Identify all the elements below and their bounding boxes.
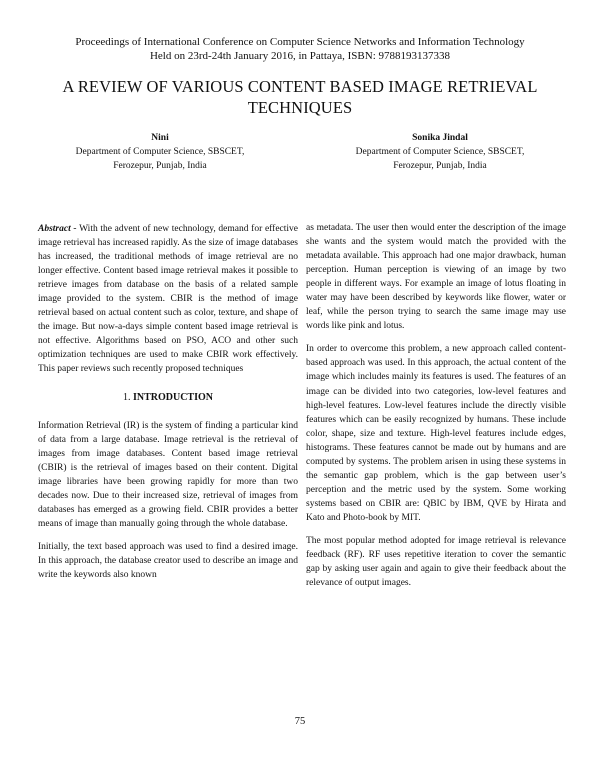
- title-line-1: A REVIEW OF VARIOUS CONTENT BASED IMAGE RETRIEVAL: [62, 77, 538, 96]
- right-column: [306, 221, 566, 599]
- header-line-1: Proceedings of International Conference on Computer Science Networks and Information Technology: [75, 36, 525, 48]
- page-number: 75: [294, 716, 306, 727]
- section-number: 1.: [122, 391, 133, 403]
- author-block-1: [40, 131, 280, 173]
- conference-header: [0, 35, 600, 63]
- body-paragraph: Information Retrieval (IR) is the system of finding a particular kind of data from a large database. Image retrieval is the retrieval of images from image databases. Content based image retrieval (CBIR) is the retrieval of images based on their content. Digital image libraries have been growing rapidly for more than two decades now. Due to their increased size, retrieval of images from databases has emerged as a growing field. CBIR provides a better means of image than manually going through the whole database.: [38, 420, 298, 529]
- paper-title: [20, 76, 580, 118]
- author-name: Nini: [151, 133, 169, 143]
- abstract-label: Abstract -: [38, 224, 77, 234]
- abstract-paragraph: [38, 222, 298, 377]
- left-column: [38, 222, 298, 591]
- author-department: Department of Computer Science, SBSCET,: [355, 147, 525, 157]
- body-paragraph: as metadata. The user then would enter the description of the image she wants and the system would match the provided with the metadata available. This approach had one major drawback, human perception. Human perception is viewing of an image by two people in different ways. For example an image of lotus floating in water may have been described by keywords like flower, water or leaf, while the person trying to search the same image may use words like pink and lotus.: [306, 223, 566, 332]
- body-paragraph: The most popular method adopted for image retrieval is relevance feedback (RF). RF uses repetitive iteration to cover the semantic gap by asking user again and again to give their feedback about the relevance of output images.: [306, 535, 566, 589]
- section-heading-introduction: [38, 391, 298, 405]
- header-line-2: Held on 23rd-24th January 2016, in Pattaya, ISBN: 9788193137338: [149, 50, 451, 62]
- title-line-2: TECHNIQUES: [247, 98, 353, 117]
- author-location: Ferozepur, Punjab, India: [393, 161, 487, 171]
- author-name: Sonika Jindal: [412, 133, 468, 143]
- abstract-text: With the advent of new technology, demand for effective image retrieval has increased rapidly. As the size of image databases has increased, the traditional methods of image retrieval are no longer effective. Content based image retrieval makes it possible to retrieve images from database on the basis of a related sample image provided to the system. CBIR is the method of image retrieval based on actual content such as color, texture, and shape of the image. But now-a-days simple content based image retrieval is not effective. Algorithms based on PSO, ACO and other such optimization techniques are used to make CBIR work effectively. This paper reviews such recently proposed techniques: [38, 224, 298, 375]
- section-title: INTRODUCTION: [132, 391, 213, 403]
- body-paragraph: Initially, the text based approach was used to find a desired image. In this approach, the database creator used to describe an image and write the keywords also known: [38, 541, 298, 581]
- author-department: Department of Computer Science, SBSCET,: [75, 147, 245, 157]
- author-block-2: [320, 131, 560, 173]
- body-paragraph: In order to overcome this problem, a new approach called content-based approach was used. In this approach, the actual content of the image which includes mainly its features is used. The features of an image can be divided into two categories, low-level features and high-level features. Low-level features include the directly visible features which can be easily recognized by humans. These include color, shape, size and texture. High-level features include edges, histograms. These features cannot be made out by humans and are computed by systems. The problem arisen in using these systems in the semantic gap problem, which is the gap between user’s perception and the metric used by the system. Some working systems based on CBIR are: QBIC by IBM, QVE by Hirata and Kato and Photo-book by MIT.: [306, 344, 566, 523]
- author-location: Ferozepur, Punjab, India: [113, 161, 207, 171]
